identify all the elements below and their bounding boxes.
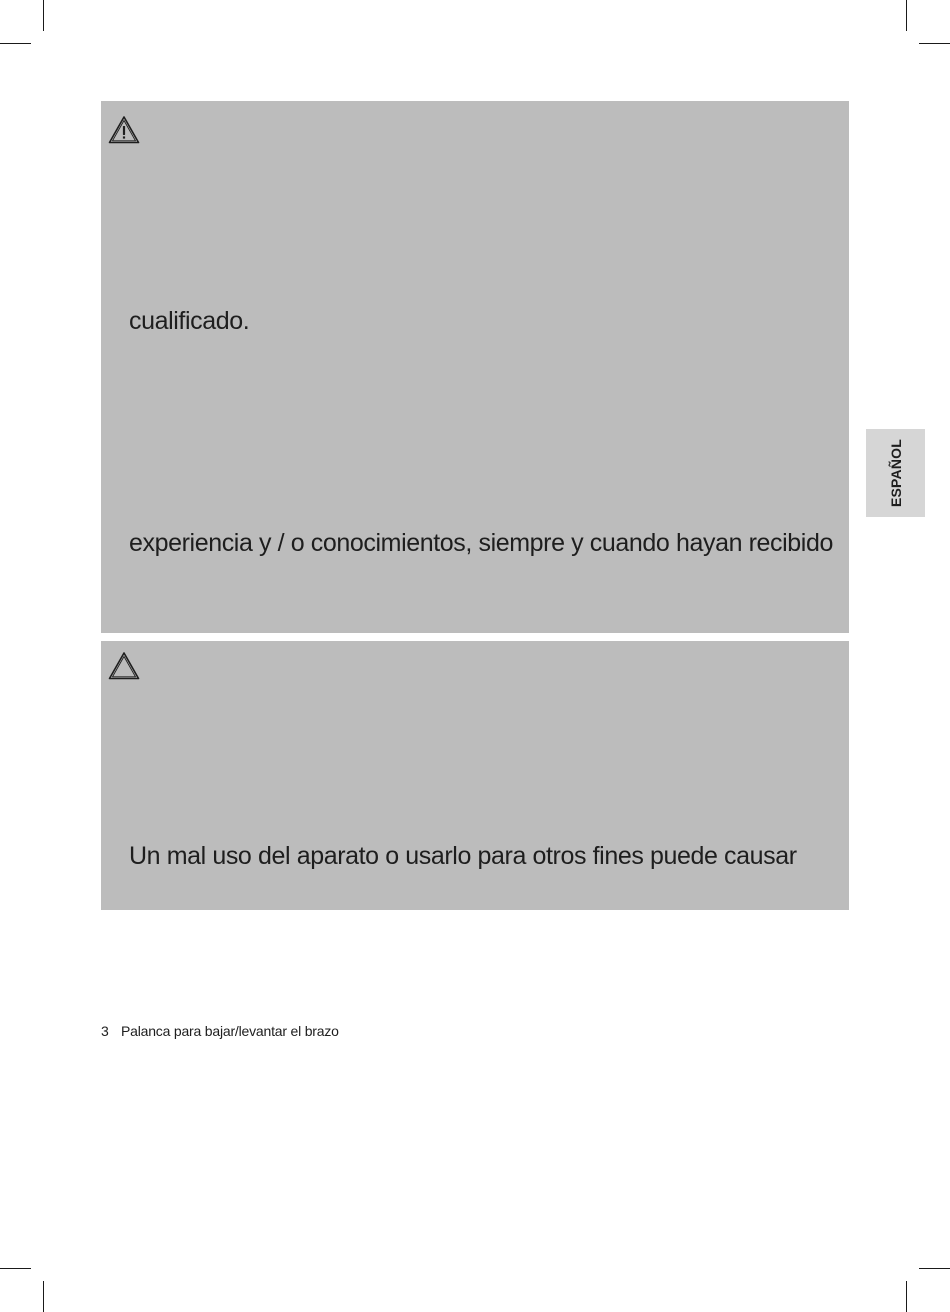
part-label: Palanca para bajar/levantar el brazo xyxy=(121,1023,339,1039)
warning-exclamation-triangle-icon xyxy=(108,115,140,145)
crop-mark xyxy=(919,43,950,44)
warning-box-2 xyxy=(101,641,849,910)
crop-mark xyxy=(0,1268,31,1269)
parts-list-item xyxy=(101,1022,339,1040)
crop-mark xyxy=(906,1281,907,1312)
part-number: 3 xyxy=(101,1023,109,1039)
warning-triangle-icon xyxy=(108,651,140,681)
language-tab-label: ESPAÑOL xyxy=(887,438,904,508)
warning-box-1 xyxy=(101,101,849,633)
crop-mark xyxy=(906,0,907,31)
warning-text-line: cualificado. xyxy=(129,307,250,335)
crop-mark xyxy=(0,43,31,44)
warning-text-line: experiencia y / o conocimientos, siempre y cuando hayan recibido xyxy=(129,529,833,557)
language-tab xyxy=(866,429,925,517)
crop-mark xyxy=(919,1268,950,1269)
crop-mark xyxy=(43,1281,44,1312)
warning-text-line: Un mal uso del aparato o usarlo para otros fines puede causar xyxy=(129,842,797,870)
crop-mark xyxy=(43,0,44,31)
